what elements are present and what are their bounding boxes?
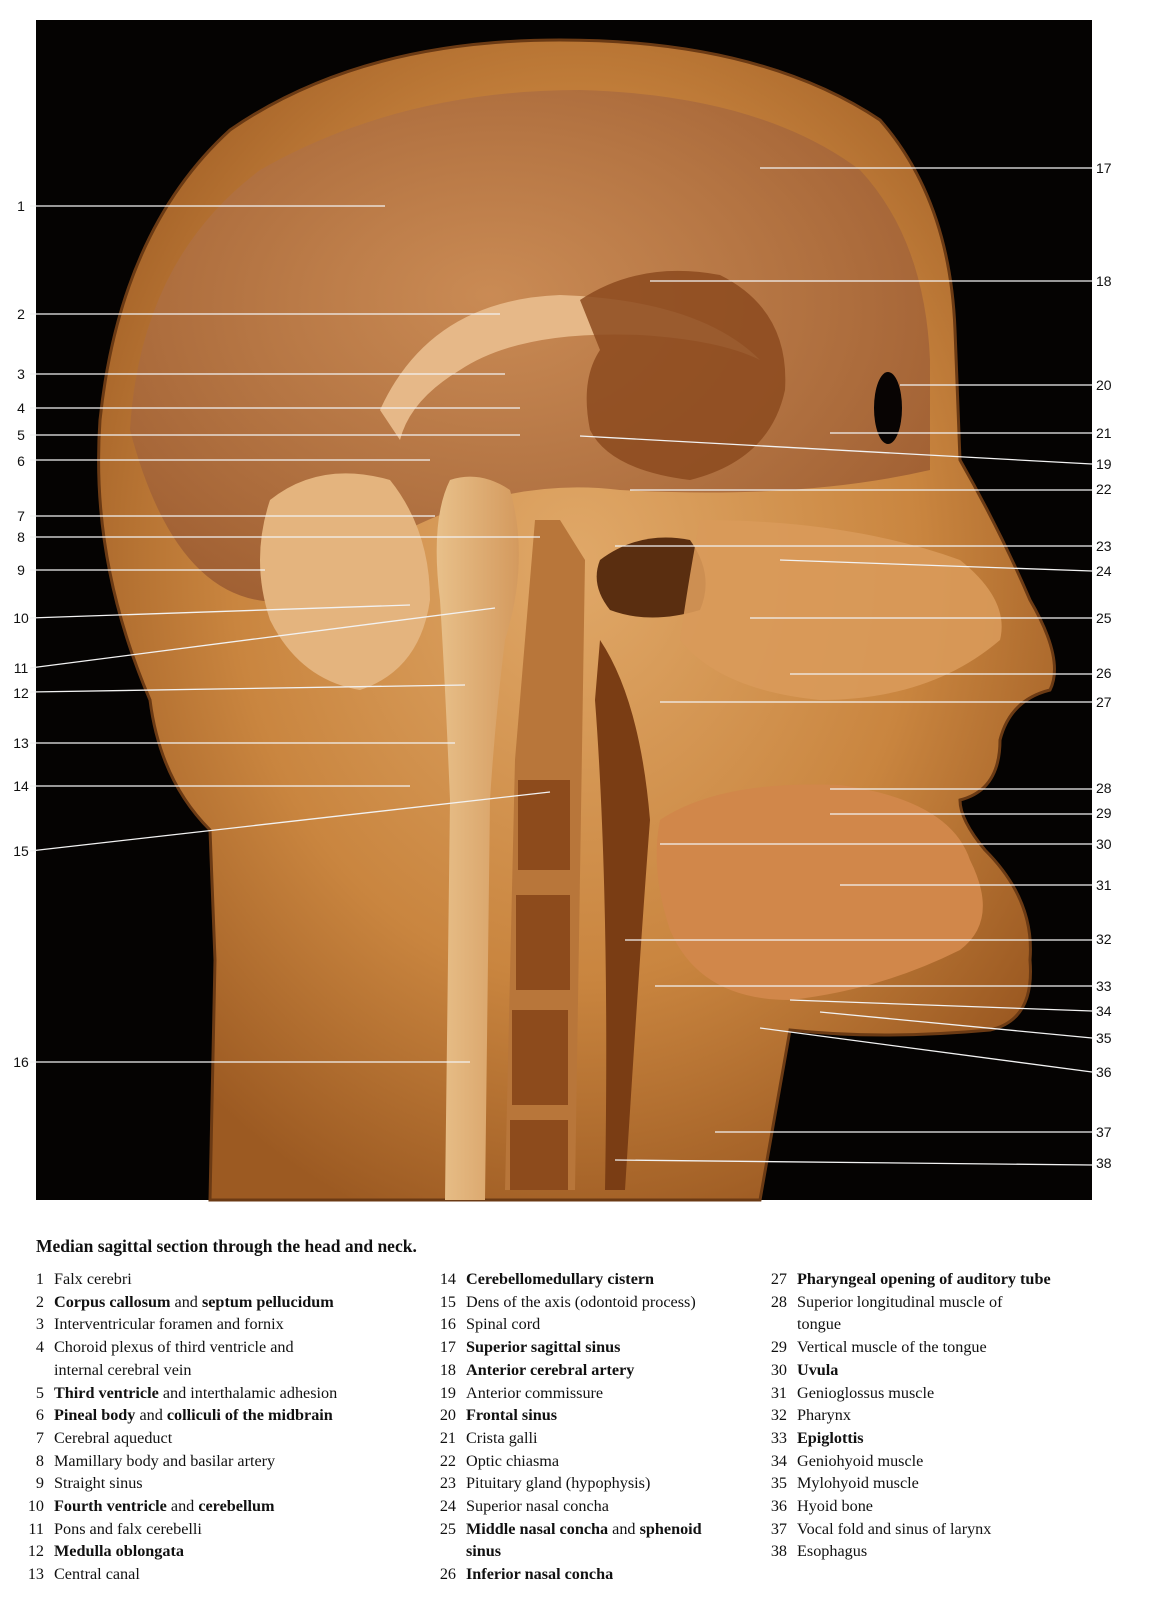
legend-item: [431, 1382, 771, 1405]
legend-item-number: 18: [439, 1360, 456, 1379]
label-36: 36: [1096, 1064, 1112, 1080]
label-18: 18: [1096, 273, 1112, 289]
legend-item-number: 34: [770, 1451, 787, 1470]
label-2: 2: [17, 306, 25, 322]
legend-item-text: Anterior cerebral artery: [466, 1360, 635, 1379]
legend-item-number: 24: [439, 1497, 456, 1516]
legend-item-text: Corpus callosum and septum pellucidum: [54, 1292, 334, 1311]
legend-item-text: sinus: [466, 1542, 502, 1561]
legend-item-number: 32: [770, 1406, 787, 1425]
legend-item: [762, 1540, 1132, 1563]
legend-item-text: Fourth ventricle and cerebellum: [54, 1497, 275, 1516]
label-5: 5: [17, 427, 25, 443]
legend-item: [762, 1404, 1132, 1427]
legend-item: [431, 1291, 771, 1314]
legend-item-number: 20: [439, 1406, 456, 1425]
legend-item: [762, 1450, 1132, 1473]
label-28: 28: [1096, 780, 1112, 796]
legend-item-number: 5: [35, 1383, 44, 1402]
label-29: 29: [1096, 805, 1112, 821]
legend-item-number: 1: [35, 1270, 44, 1288]
label-32: 32: [1096, 931, 1112, 947]
legend-item-text: Pons and falx cerebelli: [54, 1519, 202, 1538]
legend-item-number: 8: [35, 1451, 44, 1470]
legend-item-number: [431, 1540, 466, 1563]
legend-item-number: 26: [439, 1565, 456, 1584]
legend-item-number: 19: [439, 1383, 456, 1402]
legend-item-text: Cerebellomedullary cistern: [466, 1270, 655, 1288]
legend-item-number: [762, 1313, 797, 1336]
legend-item-text: Hyoid bone: [797, 1497, 873, 1516]
legend-item-text: Choroid plexus of third ventricle and: [54, 1338, 294, 1357]
legend-item: [762, 1336, 1132, 1359]
legend-item: [762, 1427, 1132, 1450]
legend-item: [431, 1563, 771, 1586]
legend-item-number: 9: [35, 1474, 44, 1493]
legend-item-number: 11: [28, 1519, 44, 1538]
legend-item-number: 10: [27, 1497, 44, 1516]
legend-item-number: 36: [770, 1497, 787, 1516]
legend-column-3: [762, 1268, 1132, 1563]
legend-item-text: internal cerebral vein: [54, 1360, 192, 1379]
label-26: 26: [1096, 665, 1112, 681]
legend-item: [24, 1268, 414, 1291]
legend-item-text: Esophagus: [797, 1542, 868, 1561]
legend-item-number: 13: [27, 1565, 44, 1584]
legend-item-number: 33: [770, 1428, 787, 1447]
legend-item: [24, 1495, 414, 1518]
legend-item-text: Straight sinus: [54, 1474, 143, 1493]
legend-item: [24, 1563, 414, 1586]
legend-item-number: 31: [770, 1383, 787, 1402]
label-16: 16: [13, 1054, 29, 1070]
legend-item: [24, 1540, 414, 1563]
legend-item-number: 4: [35, 1338, 44, 1357]
legend-item-text: Mamillary body and basilar artery: [54, 1451, 276, 1470]
label-19: 19: [1096, 456, 1112, 472]
legend-item-text: Vocal fold and sinus of larynx: [797, 1519, 992, 1538]
label-21: 21: [1096, 425, 1112, 441]
label-34: 34: [1096, 1003, 1112, 1019]
legend-item: [24, 1313, 414, 1336]
legend-item-text: Pharyngeal opening of auditory tube: [797, 1270, 1051, 1288]
legend-item: [762, 1495, 1132, 1518]
legend-item: [24, 1518, 414, 1541]
label-33: 33: [1096, 978, 1112, 994]
legend-item-text: Inferior nasal concha: [466, 1565, 614, 1584]
legend-item: [24, 1336, 414, 1359]
legend-item-text: Interventricular foramen and fornix: [54, 1315, 284, 1334]
label-14: 14: [13, 778, 29, 794]
legend-item-number: [24, 1359, 54, 1382]
legend-item-text: Pituitary gland (hypophysis): [466, 1474, 651, 1493]
legend-item-text: Superior nasal concha: [466, 1497, 609, 1516]
legend-item-text: Epiglottis: [797, 1428, 864, 1447]
label-37: 37: [1096, 1124, 1112, 1140]
legend-item-number: 38: [770, 1542, 787, 1561]
legend-item-number: 35: [770, 1474, 787, 1493]
legend-item-text: Falx cerebri: [54, 1270, 132, 1288]
label-3: 3: [17, 366, 25, 382]
legend-item-text: Cerebral aqueduct: [54, 1428, 173, 1447]
label-17: 17: [1096, 160, 1112, 176]
legend-item-number: 17: [439, 1338, 456, 1357]
legend-item: [762, 1313, 1132, 1336]
label-13: 13: [13, 735, 29, 751]
label-22: 22: [1096, 481, 1112, 497]
legend-column-2: [431, 1268, 771, 1586]
legend-item-text: Crista galli: [466, 1428, 538, 1447]
legend-item: [431, 1540, 771, 1563]
label-9: 9: [17, 562, 25, 578]
legend-item-text: Superior longitudinal muscle of: [797, 1292, 1003, 1311]
legend-item-text: Middle nasal concha and sphenoid: [466, 1519, 702, 1538]
legend-item: [24, 1472, 414, 1495]
label-38: 38: [1096, 1155, 1112, 1171]
legend-item-number: 37: [770, 1519, 787, 1538]
legend-item-text: Medulla oblongata: [54, 1542, 184, 1561]
legend-item-text: Superior sagittal sinus: [466, 1338, 621, 1357]
legend-column-1: [24, 1268, 414, 1586]
legend-item-number: 16: [439, 1315, 456, 1334]
legend-item-text: Pharynx: [797, 1406, 851, 1425]
legend-item-number: 6: [35, 1406, 44, 1425]
legend-item-number: 3: [35, 1315, 44, 1334]
legend-item-number: 15: [439, 1292, 456, 1311]
legend-item-text: Pineal body and colliculi of the midbrain: [54, 1406, 333, 1425]
legend-item: [762, 1359, 1132, 1382]
legend-item: [762, 1291, 1132, 1314]
legend-item-text: Spinal cord: [466, 1315, 541, 1334]
legend-item: [762, 1268, 1132, 1291]
legend-item-number: 23: [439, 1474, 456, 1493]
legend-item: [431, 1336, 771, 1359]
label-6: 6: [17, 453, 25, 469]
legend-item-text: Central canal: [54, 1565, 140, 1584]
legend-item: [762, 1518, 1132, 1541]
label-4: 4: [17, 400, 25, 416]
legend-item: [431, 1495, 771, 1518]
vertebrae: [510, 780, 570, 1190]
legend-item-number: 22: [439, 1451, 456, 1470]
legend-item-text: Vertical muscle of the tongue: [797, 1338, 987, 1357]
legend-item: [431, 1268, 771, 1291]
legend-item: [24, 1427, 414, 1450]
legend-item: [762, 1472, 1132, 1495]
legend-item: [24, 1291, 414, 1314]
legend-item: [762, 1382, 1132, 1405]
legend-item-text: tongue: [797, 1315, 842, 1334]
label-11: 11: [13, 660, 29, 676]
legend-item-number: 7: [35, 1428, 44, 1447]
label-15: 15: [13, 843, 29, 859]
label-12: 12: [13, 685, 29, 701]
label-23: 23: [1096, 538, 1112, 554]
legend-item-text: Mylohyoid muscle: [797, 1474, 919, 1493]
label-30: 30: [1096, 836, 1112, 852]
legend-item-number: 21: [439, 1428, 456, 1447]
legend-item: [431, 1313, 771, 1336]
legend-item-number: 12: [27, 1542, 44, 1561]
legend-item: [24, 1450, 414, 1473]
legend-item: [431, 1404, 771, 1427]
legend-item-number: 25: [439, 1519, 456, 1538]
legend-item-number: 2: [35, 1292, 44, 1311]
label-24: 24: [1096, 563, 1112, 579]
legend-item-text: Frontal sinus: [466, 1406, 558, 1425]
legend-item: [24, 1359, 414, 1382]
legend-item: [431, 1472, 771, 1495]
legend-item: [431, 1450, 771, 1473]
label-10: 10: [13, 610, 29, 626]
legend-item-number: 30: [770, 1360, 787, 1379]
label-25: 25: [1096, 610, 1112, 626]
legend-item: [24, 1382, 414, 1405]
legend-item-text: Third ventricle and interthalamic adhesion: [54, 1383, 338, 1402]
figure-caption: Median sagittal section through the head and neck.: [36, 1236, 417, 1256]
legend-item: [24, 1404, 414, 1427]
label-35: 35: [1096, 1030, 1112, 1046]
legend-item-text: Genioglossus muscle: [797, 1383, 935, 1402]
legend-item: [431, 1359, 771, 1382]
label-8: 8: [17, 529, 25, 545]
legend-item-number: 14: [439, 1270, 456, 1288]
legend-item-text: Anterior commissure: [466, 1383, 604, 1402]
label-7: 7: [17, 508, 25, 524]
label-1: 1: [17, 198, 25, 214]
legend-item-number: 28: [770, 1292, 787, 1311]
legend-item-text: Uvula: [797, 1360, 839, 1379]
legend-item-text: Dens of the axis (odontoid process): [466, 1292, 696, 1311]
label-31: 31: [1096, 877, 1112, 893]
legend-item-number: 29: [770, 1338, 787, 1357]
legend-item-number: 27: [770, 1270, 787, 1288]
legend-item-text: Optic chiasma: [466, 1451, 560, 1470]
legend-item: [431, 1518, 771, 1541]
legend-item-text: Geniohyoid muscle: [797, 1451, 924, 1470]
legend-item: [431, 1427, 771, 1450]
label-27: 27: [1096, 694, 1112, 710]
label-20: 20: [1096, 377, 1112, 393]
